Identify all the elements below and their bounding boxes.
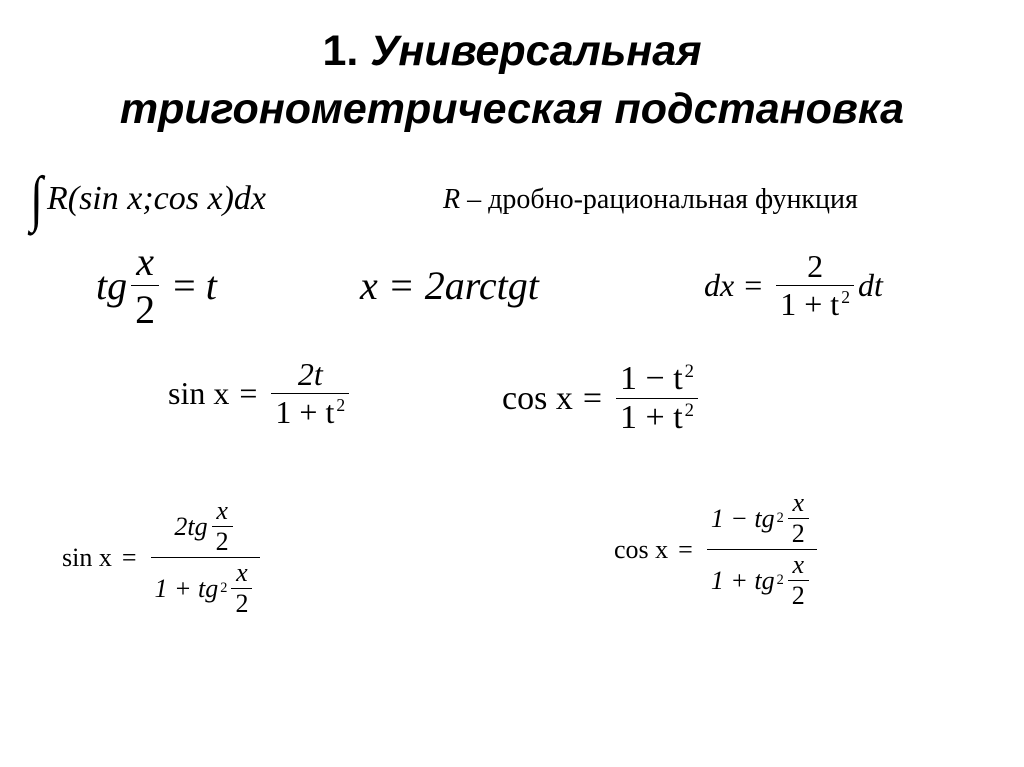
slide-title — [0, 22, 1024, 138]
frac-num: 2tg — [174, 511, 208, 541]
integral-formula — [28, 165, 266, 233]
equals: = — [173, 263, 196, 308]
x-over-2 — [231, 558, 252, 619]
frac-den: 1 + t — [780, 286, 840, 322]
frac-den: 1 + tg — [154, 573, 219, 603]
frac-num: x — [136, 239, 154, 284]
sin-x-label: sin x — [62, 542, 112, 572]
frac-den: 1 + t — [275, 394, 335, 430]
title-line2: тригонометрическая подстановка — [119, 85, 905, 133]
dt-label: dt — [857, 267, 883, 303]
inner-den: 2 — [791, 581, 805, 610]
equals: = — [678, 534, 693, 564]
x-over-2 — [788, 488, 809, 549]
square: 2 — [684, 360, 694, 382]
x-over-2 — [131, 238, 159, 333]
frac-num: 2t — [297, 356, 323, 392]
x-over-2 — [788, 550, 809, 611]
x-arctg: x = 2arctgt — [360, 263, 539, 308]
r-symbol: R — [443, 184, 461, 215]
inner-num: x — [792, 550, 805, 579]
tg-half-formula — [96, 238, 217, 333]
dx-formula — [704, 248, 883, 323]
cos-x-label: cos x — [614, 534, 669, 564]
cos-t-formula — [502, 360, 702, 437]
square: 2 — [841, 287, 850, 308]
inner-num: x — [792, 488, 805, 517]
equals: = — [582, 379, 603, 417]
r-description-text: – дробно-рациональная функция — [467, 184, 858, 215]
sin-tg-formula — [62, 496, 264, 619]
title-number: 1. — [322, 27, 359, 75]
tg-label: tg — [96, 263, 128, 308]
x-arctg-formula — [360, 262, 539, 309]
equals: = — [121, 542, 137, 572]
inner-num: x — [236, 558, 248, 587]
square: 2 — [336, 395, 346, 416]
sin-tg-fraction — [151, 496, 261, 619]
equals: = — [744, 267, 763, 303]
equals: = — [239, 375, 258, 411]
sin-t-fraction — [271, 356, 349, 431]
x-over-2 — [212, 496, 233, 557]
cos-t-fraction — [616, 360, 698, 437]
inner-den: 2 — [215, 527, 229, 556]
square: 2 — [220, 580, 228, 596]
cos-tg-formula — [614, 488, 821, 611]
square: 2 — [684, 399, 694, 421]
square: 2 — [776, 510, 784, 526]
cos-tg-fraction — [707, 488, 817, 611]
inner-den: 2 — [235, 589, 249, 618]
inner-den: 2 — [791, 519, 805, 548]
square: 2 — [776, 572, 784, 588]
frac-den: 1 + t — [620, 399, 683, 436]
title-word: Универсальная — [370, 27, 702, 75]
sin-x-label: sin x — [168, 375, 230, 411]
integral-sign: ∫ — [30, 165, 43, 233]
dx-label: dx — [704, 267, 735, 303]
inner-num: x — [216, 496, 228, 525]
integrand: R(sin x;cos x)dx — [46, 180, 266, 217]
frac-den: 1 + tg — [710, 565, 775, 595]
frac-num: 1 − tg — [710, 503, 775, 533]
t-var: t — [205, 263, 217, 308]
dx-fraction — [776, 248, 854, 323]
frac-num: 2 — [807, 248, 824, 284]
frac-num: 1 − t — [620, 360, 683, 397]
sin-t-formula — [168, 356, 353, 431]
cos-x-label: cos x — [502, 379, 573, 417]
r-description — [443, 184, 858, 216]
frac-den: 2 — [135, 287, 156, 332]
